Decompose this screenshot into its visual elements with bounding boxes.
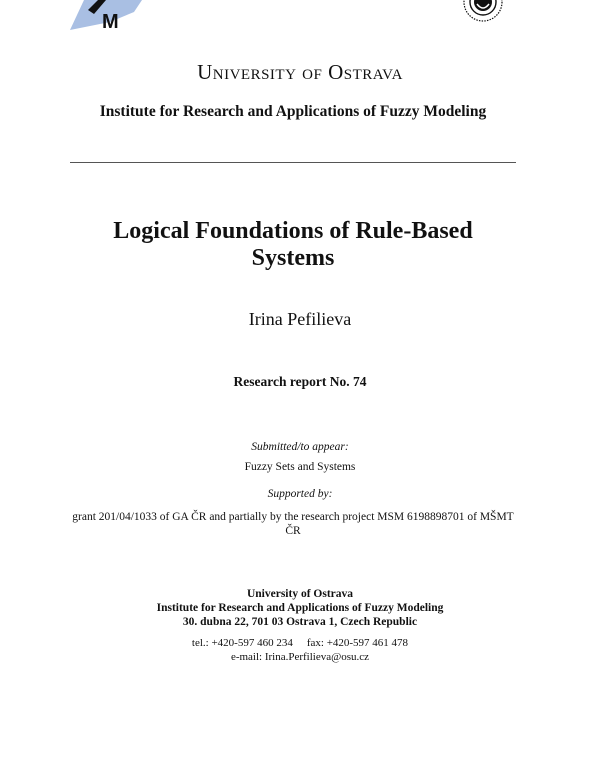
author-name: Irina Pefilieva xyxy=(248,309,352,329)
contact-block xyxy=(0,636,600,664)
university-seal-icon xyxy=(460,0,506,22)
address-line-street: 30. dubna 22, 701 03 Ostrava 1, Czech Republic xyxy=(182,616,418,628)
submitted-value: Fuzzy Sets and Systems xyxy=(244,461,356,473)
phone-number: tel.: +420-597 460 234 xyxy=(191,637,293,649)
header-divider xyxy=(70,162,516,163)
logo-letter-m: M xyxy=(102,11,119,30)
supported-label: Supported by: xyxy=(267,488,333,500)
report-number: Research report No. 74 xyxy=(233,374,367,389)
institute-logo xyxy=(70,0,142,30)
phone-fax-line xyxy=(0,636,600,650)
fax-number: fax: +420-597 461 478 xyxy=(306,637,409,649)
address-block xyxy=(0,587,600,629)
address-line-university: University of Ostrava xyxy=(246,588,354,600)
address-line-institute: Institute for Research and Applications of Fuzzy Modeling xyxy=(156,602,444,614)
university-title: University of Ostrava xyxy=(197,60,403,84)
submitted-label: Submitted/to appear: xyxy=(251,441,349,453)
supported-value: grant 201/04/1033 of GA ČR and partially by the research project MSM 6198898701 of MŠMT ČR xyxy=(72,511,514,537)
email-address: e-mail: Irina.Perfilieva@osu.cz xyxy=(230,651,370,663)
paper-title: Logical Foundations of Rule-Based Systems xyxy=(113,218,473,271)
institute-title: Institute for Research and Applications of Fuzzy Modeling xyxy=(99,103,487,120)
